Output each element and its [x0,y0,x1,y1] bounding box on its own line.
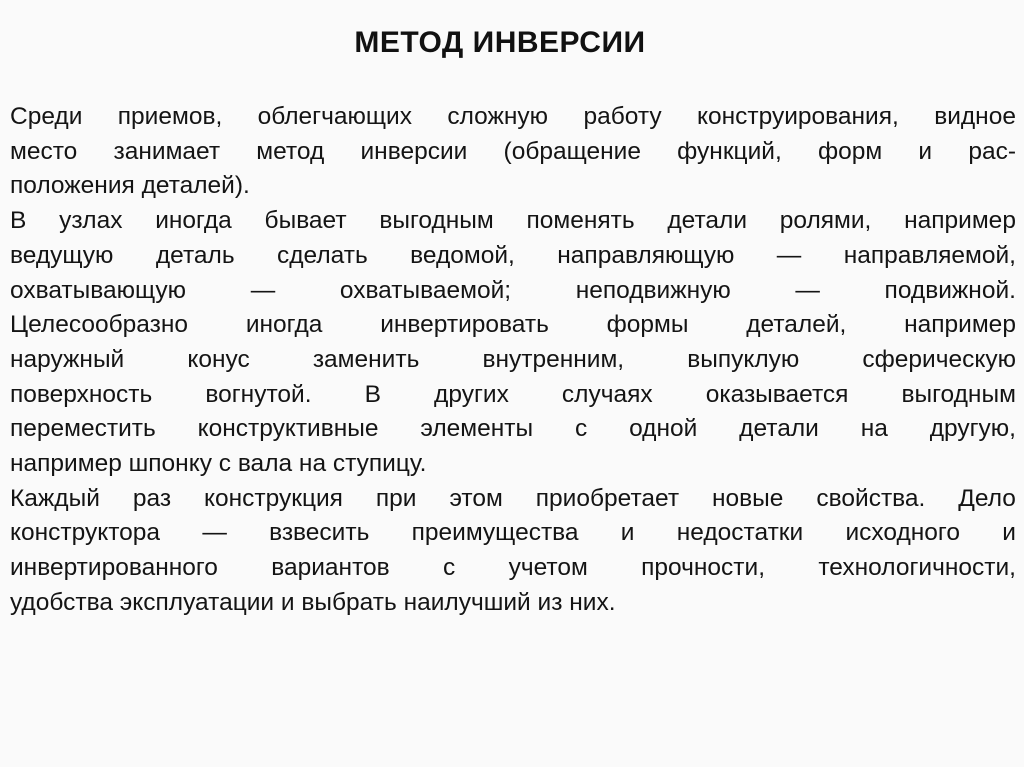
word: технологичности, [818,554,1016,582]
word: направляющую [557,241,735,269]
word: выгодным [901,380,1016,408]
paragraph-3 [10,482,1016,621]
word: при [375,484,417,512]
word: поверхность [10,380,153,408]
word: конструкция [204,484,343,512]
word: инвертированного [10,554,218,582]
word: Дело [958,484,1016,512]
word: выгодным [379,207,494,235]
word: — [776,241,802,269]
word: В [364,380,381,408]
word: исходного [845,519,960,547]
word: подвижной. [884,276,1016,304]
word: занимает [113,137,221,165]
word: приобретает [535,484,680,512]
word: охватывающую [10,276,187,304]
word: форм [817,137,883,165]
word: (обращение [503,137,641,165]
word: недостатки [676,519,804,547]
word: приемов, [117,103,223,130]
word: — [795,276,820,304]
text-line [10,100,1016,135]
word: видное [934,103,1016,130]
word: учетом [508,554,588,582]
word: В [10,207,27,235]
word: внутренним, [482,345,625,373]
word: охватываемой; [339,276,512,304]
word: инверсии [360,137,468,165]
word: узлах [59,207,123,235]
word: детали [667,207,748,235]
word: вогнутой. [205,380,312,408]
word: неподвижную [575,276,731,304]
text-line: положения деталей). [10,172,250,200]
word: на [860,415,888,443]
word: — [202,519,227,547]
word: сложную [447,103,549,130]
word: функций, [677,137,782,165]
paragraph-2 [10,204,1016,482]
word: например [904,311,1016,339]
text-line: например шпонку с вала на ступицу. [10,450,427,478]
word: Целесообразно [10,311,189,339]
word: формы [606,311,689,339]
word: взвесить [269,519,370,547]
word: сделать [277,241,368,269]
text-line [10,412,1016,447]
word: метод [256,137,325,165]
text-line [10,551,1016,586]
word: конструктора [10,519,161,547]
word: например [904,207,1016,235]
word: с [574,415,588,443]
word: вариантов [271,554,390,582]
text-line [10,343,1016,378]
word: деталь [155,241,235,269]
word: конструирования, [696,103,899,130]
word: с [442,554,456,582]
text-line [10,516,1016,551]
word: место [10,137,78,165]
word: рас- [968,137,1016,165]
word: этом [449,484,503,512]
word: поменять [526,207,635,235]
word: случаях [561,380,653,408]
word: — [250,276,276,304]
word: конструктивные [197,415,379,443]
word: заменить [312,345,420,373]
text-line: удобства эксплуатации и выбрать наилучший из них. [10,588,616,616]
paragraph-1 [10,100,1016,204]
word: детали [739,415,819,443]
word: и [1002,519,1016,547]
word: ролями, [779,207,872,235]
text-line [10,378,1016,413]
word: новые [712,484,784,512]
word: раз [132,484,172,512]
word: сферическую [862,345,1016,373]
word: ведомой, [410,241,515,269]
body-text [10,100,1016,621]
word: одной [629,415,698,443]
page-title: МЕТОД ИНВЕРСИИ [354,26,646,59]
text-line [10,482,1016,517]
word: наружный [10,345,125,373]
word: другую, [929,415,1016,443]
word: работу [583,103,662,130]
word: и [918,137,933,165]
word: выпуклую [687,345,800,373]
text-line [10,135,1016,170]
word: Среди [10,103,83,130]
word: ведущую [10,241,114,269]
word: деталей, [746,311,847,339]
text-line [10,239,1016,274]
word: и [620,519,635,547]
word: инвертировать [380,311,549,339]
word: элементы [420,415,534,443]
word: облегчающих [257,103,412,130]
word: свойства. [816,484,926,512]
word: преимущества [411,519,579,547]
text-line [10,204,1016,239]
text-line [10,308,1016,343]
text-line [10,274,1016,309]
word: прочности, [641,554,766,582]
word: направляемой, [843,241,1016,269]
word: иногда [155,207,232,235]
word: оказывается [705,380,849,408]
word: Каждый [10,484,100,512]
word: переместить [10,415,156,443]
word: иногда [245,311,323,339]
word: бывает [264,207,347,235]
word: других [434,380,509,408]
word: конус [187,345,250,373]
